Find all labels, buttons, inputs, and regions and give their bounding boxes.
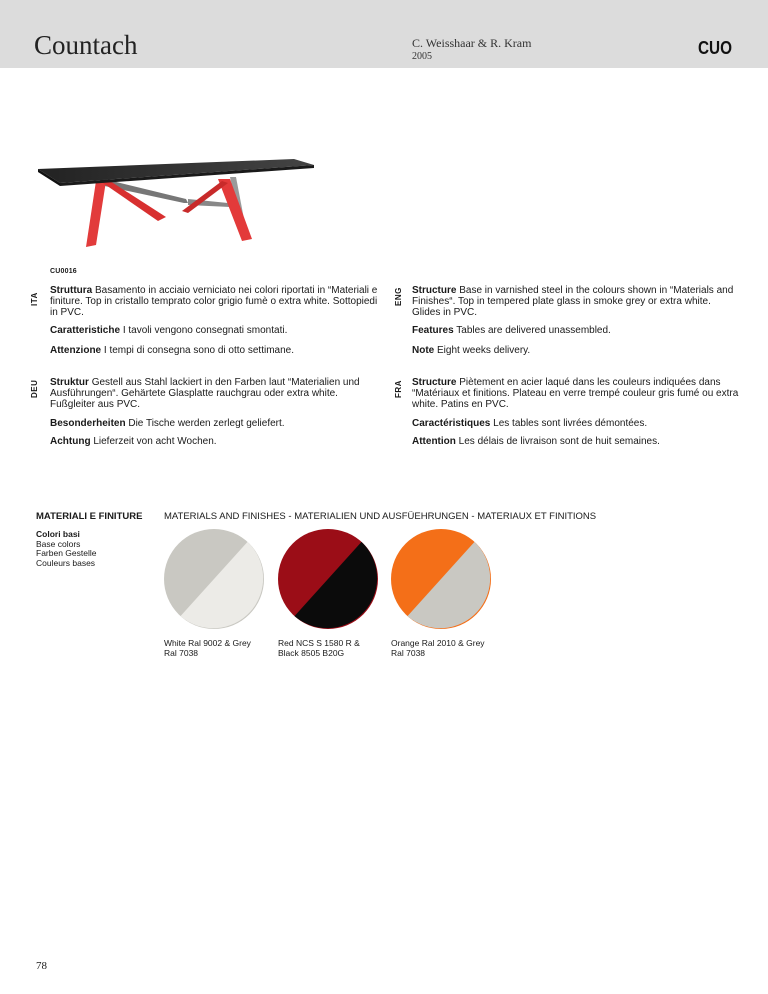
lang-tag-ita: ITA [30, 292, 39, 306]
eng-structure: Structure Base in varnished steel in the colours shown in “Materials and Finishes“. Top in tempered plate glass in smoke grey or extra white. Glides in PVC. [412, 285, 734, 318]
year: 2005 [412, 51, 432, 62]
fra-features: Caractéristiques Les tables sont livrées démontées. [412, 418, 648, 429]
base-colors-line: Base colors [36, 538, 81, 549]
header-bar [0, 0, 768, 68]
fra-structure: Structure Piètement en acier laqué dans les couleurs indiquées dans “Matériaux et finitions. Plateau en verre trempé couleur gris fumé ou extra white. Patins en PVC. [412, 377, 739, 410]
eng-features: Features Tables are delivered unassembled. [412, 325, 611, 336]
base-colors-line: Farben Gestelle [36, 548, 97, 558]
designer-name: C. Weisshaar & R. Kram [412, 36, 532, 50]
color-swatch-white-grey[interactable] [164, 529, 264, 629]
base-colors-line: Couleurs bases [36, 557, 96, 568]
product-code: CUO [698, 38, 732, 58]
swatch-caption: White Ral 9002 & Grey Ral 7038 [164, 638, 251, 658]
color-swatch-red-black[interactable] [278, 529, 378, 629]
table-photo-icon [38, 155, 318, 265]
base-colors-heading [36, 530, 96, 568]
image-caption: CU0016 [50, 268, 77, 275]
deu-features: Besonderheiten Die Tische werden zerlegt geliefert. [50, 418, 285, 429]
materials-label: MATERIALI E FINITURE [36, 511, 143, 522]
base-colors-title: Colori basi [36, 529, 80, 539]
product-title: Countach [34, 30, 138, 60]
color-swatch-orange-grey[interactable] [391, 529, 491, 629]
ita-structure: Struttura Basamento in acciaio verniciato nei colori riportati in “Materiali e finiture. Top in cristallo temprato color grigio fumè o extra white. Sottopiedi in PVC. [50, 285, 378, 318]
fra-note: Attention Les délais de livraison sont de huit semaines. [412, 436, 660, 447]
lang-tag-fra: FRA [394, 380, 403, 398]
deu-note: Achtung Lieferzeit von acht Wochen. [50, 436, 217, 447]
lang-tag-eng: ENG [394, 287, 403, 306]
materials-title: MATERIALS AND FINISHES - MATERIALIEN UND AUSFÜEHRUNGEN - MATERIAUX ET FINITIONS [164, 511, 597, 522]
swatch-caption: Red NCS S 1580 R & Black 8505 B20G [278, 638, 360, 658]
ita-note: Attenzione I tempi di consegna sono di otto settimane. [50, 345, 295, 356]
eng-note: Note Eight weeks delivery. [412, 345, 531, 356]
page-number: 78 [36, 960, 47, 972]
lang-tag-deu: DEU [30, 379, 39, 398]
ita-features: Caratteristiche I tavoli vengono consegnati smontati. [50, 325, 288, 336]
deu-structure: Struktur Gestell aus Stahl lackiert in den Farben laut “Materialien und Ausführungen“. Gehärtete Glasplatte rauchgrau oder extra white. Fußgleiter aus PVC. [50, 377, 360, 410]
swatch-caption: Orange Ral 2010 & Grey Ral 7038 [391, 638, 485, 658]
